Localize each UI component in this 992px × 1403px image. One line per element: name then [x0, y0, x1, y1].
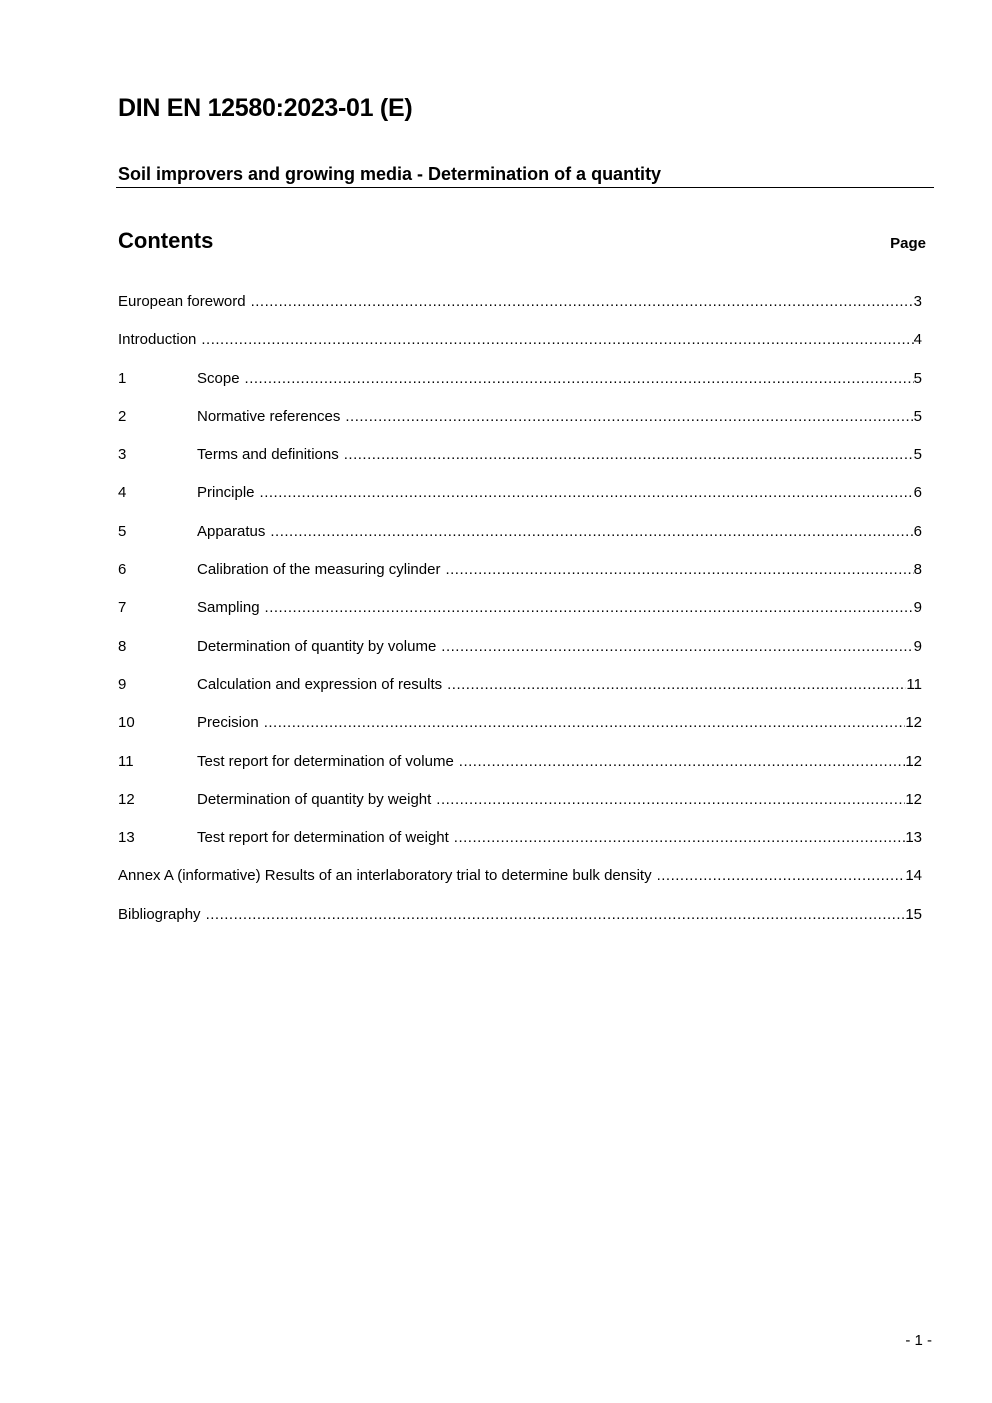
toc-entry-page: 14	[905, 867, 922, 885]
toc-leader	[265, 598, 914, 618]
toc-entry-quantity-by-volume[interactable]	[118, 637, 922, 675]
page-number: - 1 -	[905, 1332, 932, 1349]
toc-entry-page: 8	[913, 561, 922, 579]
toc-entry-bibliography[interactable]	[118, 905, 922, 943]
toc-entry-number: 10	[118, 714, 135, 732]
toc-entry-title: Annex A (informative) Results of an interlaboratory trial to determine bulk density	[118, 867, 652, 885]
toc-entry-title: Scope	[197, 369, 240, 387]
toc-leader	[344, 445, 914, 465]
toc-entry-page: 6	[913, 484, 922, 502]
toc-entry-calibration[interactable]	[118, 560, 922, 598]
toc-entry-number: 3	[118, 446, 127, 464]
toc-entry-page: 15	[905, 905, 922, 923]
toc-entry-title: Sampling	[197, 599, 260, 617]
toc-entry-number: 6	[118, 561, 127, 579]
toc-leader	[201, 330, 913, 350]
toc-entry-page: 5	[913, 407, 922, 425]
toc-entry-precision[interactable]	[118, 713, 922, 751]
toc-leader	[445, 560, 913, 580]
toc-entry-page: 11	[906, 675, 922, 693]
toc-entry-normative-references[interactable]	[118, 407, 922, 445]
toc-entry-number: 7	[118, 599, 127, 617]
toc-entry-page: 9	[913, 599, 922, 617]
toc-leader	[459, 752, 906, 772]
toc-leader	[441, 637, 913, 657]
toc-leader	[436, 790, 905, 810]
toc-entry-title: Apparatus	[197, 522, 266, 540]
toc-entry-number: 13	[118, 829, 135, 847]
toc-entry-calculation[interactable]	[118, 675, 922, 713]
subtitle-divider	[116, 187, 934, 188]
toc-entry-european-foreword[interactable]	[118, 292, 922, 330]
toc-entry-page: 9	[913, 637, 922, 655]
toc-entry-introduction[interactable]	[118, 330, 922, 368]
toc-entry-number: 5	[118, 522, 127, 540]
toc-entry-number: 4	[118, 484, 127, 502]
toc-leader	[206, 905, 906, 925]
toc-entry-title: Terms and definitions	[197, 446, 339, 464]
toc-entry-page: 5	[913, 369, 922, 387]
toc-entry-annex-a[interactable]	[118, 866, 922, 904]
toc-entry-title: Calculation and expression of results	[197, 675, 443, 693]
toc-entry-title: Test report for determination of weight	[197, 829, 449, 847]
toc-entry-number: 9	[118, 675, 127, 693]
toc-entry-title: European foreword	[118, 293, 246, 310]
toc-entry-title: Principle	[197, 484, 255, 502]
toc-entry-page: 12	[905, 714, 922, 732]
toc-entry-quantity-by-weight[interactable]	[118, 790, 922, 828]
toc-entry-page: 12	[905, 752, 922, 770]
toc-leader	[251, 292, 914, 312]
toc-entry-test-report-volume[interactable]	[118, 752, 922, 790]
toc-entry-principle[interactable]	[118, 483, 922, 521]
toc-entry-terms-and-definitions[interactable]	[118, 445, 922, 483]
toc-entry-number: 2	[118, 407, 127, 425]
toc-entry-title: Introduction	[118, 331, 197, 349]
toc-leader	[245, 369, 914, 389]
toc-entry-scope[interactable]	[118, 369, 922, 407]
page-column-label: Page	[890, 235, 926, 252]
table-of-contents	[118, 292, 922, 943]
toc-entry-page: 5	[913, 446, 922, 464]
document-id: DIN EN 12580:2023-01 (E)	[118, 94, 413, 122]
toc-entry-title: Calibration of the measuring cylinder	[197, 561, 441, 579]
toc-entry-number: 12	[118, 790, 135, 808]
toc-entry-title: Normative references	[197, 407, 341, 425]
contents-heading: Contents	[118, 228, 214, 253]
toc-entry-sampling[interactable]	[118, 598, 922, 636]
toc-entry-test-report-weight[interactable]	[118, 828, 922, 866]
toc-leader	[454, 828, 906, 848]
toc-leader	[260, 483, 914, 503]
toc-leader	[345, 407, 913, 427]
toc-leader	[447, 675, 906, 695]
toc-entry-title: Determination of quantity by weight	[197, 790, 432, 808]
toc-entry-apparatus[interactable]	[118, 522, 922, 560]
toc-entry-title: Bibliography	[118, 905, 201, 923]
toc-entry-page: 3	[913, 293, 922, 310]
toc-entry-title: Test report for determination of volume	[197, 752, 454, 770]
toc-leader	[270, 522, 913, 542]
toc-entry-number: 8	[118, 637, 127, 655]
toc-entry-page: 12	[905, 790, 922, 808]
toc-leader	[264, 713, 906, 733]
toc-entry-number: 11	[118, 752, 134, 770]
toc-leader	[657, 866, 906, 886]
toc-entry-page: 13	[905, 829, 922, 847]
toc-entry-title: Precision	[197, 714, 259, 732]
toc-entry-number: 1	[118, 369, 127, 387]
toc-entry-page: 6	[913, 522, 922, 540]
toc-entry-page: 4	[913, 331, 922, 349]
toc-entry-title: Determination of quantity by volume	[197, 637, 437, 655]
document-subtitle: Soil improvers and growing media - Determination of a quantity	[118, 164, 662, 184]
